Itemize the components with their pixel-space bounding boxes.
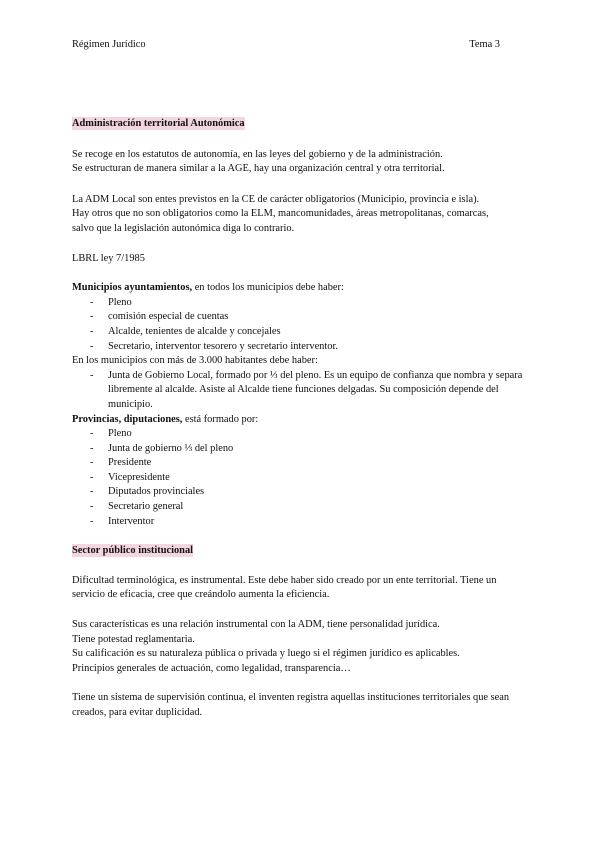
- over-3000-list: [72, 369, 527, 413]
- municipios-label: Municipios ayuntamientos,: [72, 282, 193, 294]
- list-item: - Alcalde, tenientes de alcalde y concejales: [72, 325, 527, 340]
- header-subject: Régimen Jurídico: [72, 39, 146, 50]
- provincias-label: Provincias, diputaciones,: [72, 413, 183, 425]
- paragraph-line: salvo que la legislación autonómica diga lo contrario.: [72, 222, 295, 234]
- header-topic: Tema 3: [469, 39, 500, 50]
- dash-marker: -: [90, 311, 94, 323]
- dash-marker: -: [90, 486, 94, 498]
- section-heading: [72, 117, 527, 132]
- paragraph-line: Principios generales de actuación, como legalidad, transparencia…: [72, 662, 351, 674]
- list-item: - Vicepresidente: [72, 471, 527, 486]
- list-item: - Pleno: [72, 427, 527, 442]
- paragraph-line: Sus características es una relación instrumental con la ADM, tiene personalidad jurídica.: [72, 619, 440, 631]
- dash-marker: -: [90, 471, 94, 483]
- dash-marker: -: [90, 457, 94, 469]
- provincias-list: [72, 427, 527, 529]
- page-header: [72, 38, 500, 52]
- municipios-list: [72, 296, 527, 354]
- list-item: - Presidente: [72, 456, 527, 471]
- dash-marker: -: [90, 428, 94, 440]
- dash-marker: -: [90, 501, 94, 513]
- list-item: - Junta de Gobierno Local, formado por ⅓ del pleno. Es un equipo de confianza que nombra y separa libremente al alcalde. Asiste al Alcalde tiene funciones delgadas. Su composición depende del municipio.: [90, 369, 523, 410]
- paragraph: Dificultad terminológica, es instrumental. Este debe haber sido creado por un ente territorial. Tiene un servicio de eficacia, cree que creándolo aumenta la eficiencia.: [72, 574, 497, 601]
- paragraph-line: Hay otros que no son obligatorios como la ELM, mancomunidades, áreas metropolitanas, comarcas,: [72, 208, 489, 220]
- provincias-intro-text: está formado por:: [182, 413, 259, 425]
- paragraph: Tiene un sistema de supervisión continua, el inventen registra aquellas instituciones territoriales que sean creados, para evitar duplicidad.: [72, 692, 510, 718]
- over-3000-intro: En los municipios con más de 3.000 habitantes debe haber:: [72, 355, 318, 367]
- dash-marker: -: [90, 515, 94, 527]
- provincias-intro: [72, 413, 527, 428]
- list-item: - Junta de gobierno ⅓ del pleno: [72, 442, 527, 457]
- paragraph-line: La ADM Local son entes previstos en la CE de carácter obligatorios (Municipio, provincia e isla).: [72, 193, 480, 205]
- list-item: - Secretario general: [72, 500, 527, 515]
- dash-marker: -: [90, 369, 94, 381]
- paragraph-line: Tiene potestad reglamentaria.: [72, 633, 195, 645]
- law-reference: LBRL ley 7/1985: [72, 252, 145, 264]
- dash-marker: -: [90, 325, 94, 337]
- section-heading: [72, 544, 527, 559]
- list-item: - Interventor: [72, 515, 527, 530]
- paragraph-line: Se recoge en los estatutos de autonomía, en las leyes del gobierno y de la administración.: [72, 148, 443, 160]
- dash-marker: -: [90, 340, 94, 352]
- list-item: - comisión especial de cuentas: [72, 310, 527, 325]
- dash-marker: -: [90, 442, 94, 454]
- municipios-intro-text: en todos los municipios debe haber:: [192, 282, 344, 294]
- section-title-autonomica: Administración territorial Autonómica: [72, 118, 245, 129]
- list-item: - Secretario, interventor tesorero y secretario interventor.: [72, 340, 527, 355]
- paragraph-line: Se estructuran de manera similar a la AGE, hay una organización central y otra territorial.: [72, 163, 445, 175]
- dash-marker: -: [90, 296, 94, 308]
- list-item: - Diputados provinciales: [72, 485, 527, 500]
- list-item: - Pleno: [72, 296, 527, 311]
- municipios-intro: [72, 281, 527, 296]
- section-title-institucional: Sector público institucional: [72, 545, 194, 557]
- paragraph-line: Su calificación es su naturaleza pública o privada y luego si el régimen jurídico es aplicables.: [72, 648, 460, 660]
- document-body: [72, 117, 527, 721]
